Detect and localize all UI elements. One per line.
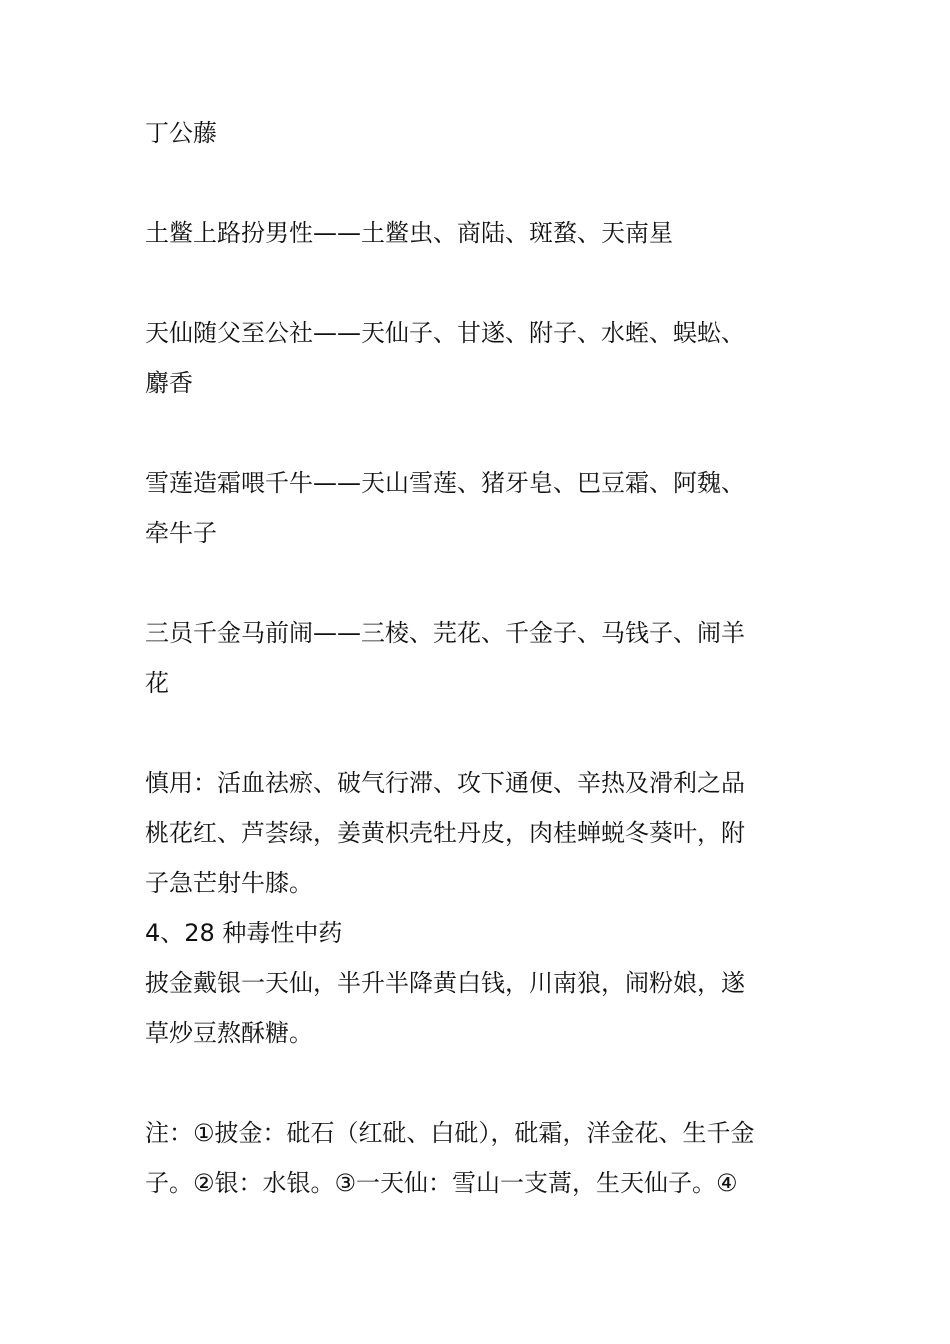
text-line: 丁公藤 — [145, 119, 217, 147]
paragraph-gap — [145, 158, 805, 208]
document-body — [145, 108, 805, 1208]
text-line: 慎用：活血祛瘀、破气行滞、攻下通便、辛热及滑利之品 — [145, 769, 745, 797]
text-line: 天仙随父至公社——天仙子、甘遂、附子、水蛭、蜈蚣、 — [145, 319, 745, 347]
paragraph-gap — [145, 408, 805, 458]
text-line: 三员千金马前闹——三棱、芫花、千金子、马钱子、闹羊 — [145, 619, 745, 647]
text-line: 土鳖上路扮男性——土鳖虫、商陆、斑蝥、天南星 — [145, 219, 673, 247]
paragraph-gap — [145, 1058, 805, 1108]
section-heading: 4、28 种毒性中药 — [145, 919, 343, 947]
text-line: 桃花红、芦荟绿，姜黄枳壳牡丹皮，肉桂蝉蜕冬葵叶，附 — [145, 819, 745, 847]
paragraph-gap — [145, 258, 805, 308]
text-line: 花 — [145, 669, 169, 697]
text-line: 草炒豆熬酥糖。 — [145, 1019, 313, 1047]
text-line: 注：①披金：砒石（红砒、白砒），砒霜，洋金花、生千金 — [145, 1119, 755, 1147]
text-line: 雪莲造霜喂千牛——天山雪莲、猪牙皂、巴豆霜、阿魏、 — [145, 469, 745, 497]
paragraph-gap — [145, 708, 805, 758]
paragraph-gap — [145, 558, 805, 608]
text-line: 麝香 — [145, 369, 193, 397]
text-line: 牵牛子 — [145, 519, 217, 547]
text-line: 子。②银：水银。③一天仙：雪山一支蒿，生天仙子。④ — [145, 1169, 738, 1197]
text-line: 子急芒射牛膝。 — [145, 869, 313, 897]
text-line: 披金戴银一天仙，半升半降黄白钱，川南狼，闹粉娘，遂 — [145, 969, 745, 997]
